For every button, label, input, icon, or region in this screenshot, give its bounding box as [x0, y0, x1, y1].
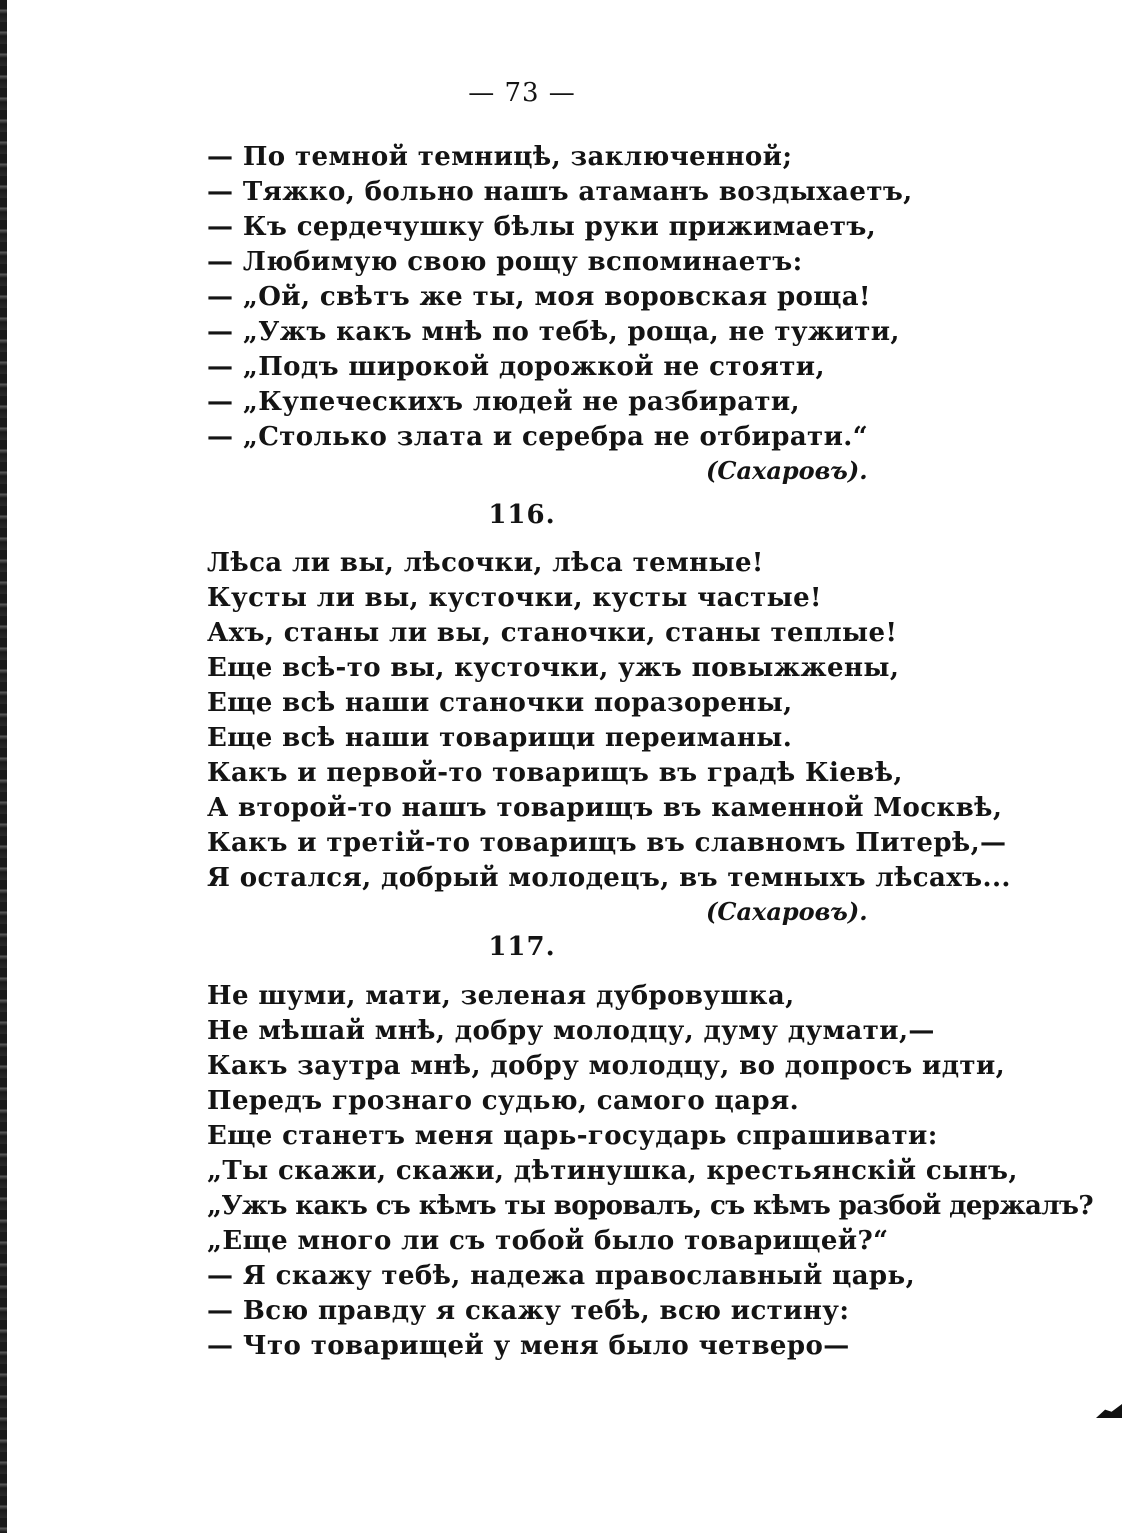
poem-number-116: 116. [488, 500, 556, 530]
poem-line: Еще всѣ наши товарищи переиманы. [207, 723, 793, 753]
poem-line: — „Купеческихъ людей не разбирати, [207, 387, 800, 417]
poem-117 [207, 979, 1093, 1364]
poem-line: Какъ и первой-то товарищъ въ градѣ Кіевѣ, [207, 758, 903, 788]
poem-115-continued [207, 140, 927, 455]
poem-line: — „Подъ широкой дорожкой не стояти, [207, 352, 825, 382]
page-binding-edge [0, 0, 7, 1533]
poem-line: Не шуми, мати, зеленая дубровушка, [207, 981, 795, 1011]
poem-line: Какъ заутра мнѣ, добру молодцу, во допросъ идти, [207, 1051, 1006, 1081]
poem-line: — „Столько злата и серебра не отбирати.“ [207, 422, 869, 452]
poem-line: Какъ и третій-то товарищъ въ славномъ Питерѣ,— [207, 828, 1007, 858]
poem-line: — Что товарищей у меня было четверо— [207, 1331, 850, 1361]
poem-line: — Я скажу тебѣ, надежа православный царь, [207, 1261, 916, 1291]
ink-blot [1096, 1404, 1122, 1418]
poem-line: Ахъ, станы ли вы, станочки, станы теплые! [207, 618, 898, 648]
poem-line: Передъ грознаго судью, самого царя. [207, 1086, 800, 1116]
poem-line: Не мѣшай мнѣ, добру молодцу, думу думати,— [207, 1016, 935, 1046]
poem-line: — Къ сердечушку бѣлы руки прижимаетъ, [207, 212, 877, 242]
poem-line: — Всю правду я скажу тебѣ, всю истину: [207, 1296, 850, 1326]
poem-line: А второй-то нашъ товарищъ въ каменной Москвѣ, [207, 793, 1003, 823]
poem-line: Кусты ли вы, кусточки, кусты частые! [207, 583, 822, 613]
attribution-115: (Сахаровъ). [706, 456, 868, 485]
poem-line: Я остался, добрый молодецъ, въ темныхъ лѣсахъ... [207, 863, 1011, 893]
poem-line: Еще всѣ наши станочки поразорены, [207, 688, 793, 718]
poem-line: — Любимую свою рощу вспоминаетъ: [207, 247, 803, 277]
poem-line: „Ты скажи, скажи, дѣтинушка, крестьянскій сынъ, [207, 1156, 1018, 1186]
poem-line: „Ужъ какъ съ кѣмъ ты воровалъ, съ кѣмъ разбой держалъ? [207, 1191, 1093, 1221]
attribution-116: (Сахаровъ). [706, 897, 868, 926]
poem-line: — Тяжко, больно нашъ атаманъ воздыхаетъ, [207, 177, 913, 207]
poem-line: Еще станетъ меня царь-государь спрашивати: [207, 1121, 938, 1151]
poem-line: Лѣса ли вы, лѣсочки, лѣса темные! [207, 548, 764, 578]
poem-line: — „Ужъ какъ мнѣ по тебѣ, роща, не тужити, [207, 317, 900, 347]
page-number: — 73 — [468, 78, 576, 108]
poem-line: Еще всѣ-то вы, кусточки, ужъ повыжжены, [207, 653, 900, 683]
poem-line: — По темной темницѣ, заключенной; [207, 142, 793, 172]
poem-116 [207, 546, 1011, 896]
poem-line: — „Ой, свѣтъ же ты, моя воровская роща! [207, 282, 871, 312]
poem-number-117: 117. [488, 932, 556, 962]
poem-line: „Еще много ли съ тобой было товарищей?“ [207, 1226, 889, 1256]
